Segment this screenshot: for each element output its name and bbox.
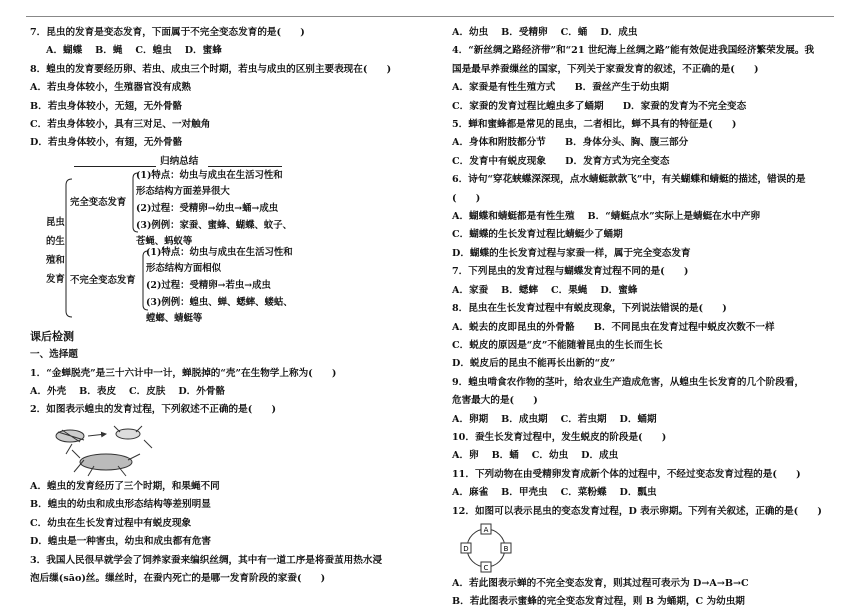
problem-8-options-ab: A．蜕去的皮即昆虫的外骨骼 B．不同昆虫在发育过程中蜕皮次数不一样 [452,321,775,333]
right-column [452,24,847,612]
tree-line: (1)特点：幼虫与成虫在生活习性和 [136,169,283,181]
problem-11: 11．下列动物在由受精卵发育成新个体的过程中，不经过变态发育过程的是( ) [452,468,801,480]
problem-6-line-2: ( ) [452,192,481,204]
problem-4-options-ab: A．家蚕是有性生殖方式 B．蚕丝产生于幼虫期 [452,82,670,94]
question-8-option-c: C．若虫身体较小，具有三对足、一对触角 [30,119,211,131]
tree-line: 苍蝇、蚂蚁等 [136,236,193,248]
problem-2-option-c: C．幼虫在生长发育过程中有蜕皮现象 [30,517,192,529]
cycle-label-a: A [483,525,489,534]
problem-4-line-1: 4．“新丝绸之路经济带”和“21 世纪海上丝绸之路”能有效促进我国经济繁荣发展。我 [452,45,815,57]
problem-2-option-a: A．蝗虫的发育经历了三个时期，和果蝇不同 [30,480,220,492]
problem-9-options: A．卵期 B．成虫期 C．若虫期 D．蛹期 [452,413,657,425]
problem-1: 1．“金蝉脱壳”是三十六计中一计，蝉脱掉的“壳”在生物学上称为( ) [30,367,337,379]
problem-3-options: A．幼虫 B．受精卵 C．蛹 D．成虫 [452,27,638,38]
locust-development-figure [30,420,425,478]
tree-root-line: 发育 [46,273,65,285]
tree-line: 形态结构方面差异很大 [136,186,230,198]
tree-root [46,213,65,289]
tree-root-line: 昆虫 [46,216,65,228]
tree-line: (1)特点：幼虫与成虫在生活习性和 [146,246,293,258]
knowledge-tree [30,171,425,324]
complete-metamorphosis-details [136,168,292,251]
problem-7-options: A．家蚕 B．蟋蟀 C．果蝇 D．蜜蜂 [452,284,638,296]
question-7: 7．昆虫的发育是变态发育，下面属于不完全变态发育的是( ) [30,27,305,38]
complete-metamorphosis-label: 完全变态发育 [70,196,127,208]
question-8-option-b: B．若虫身体较小，无翅，无外骨骼 [30,100,183,112]
problem-12: 12．如图可以表示昆虫的变态发育过程，D 表示卵期。下列有关叙述，正确的是( ) [452,505,822,517]
left-column [30,24,425,588]
cycle-label-c: C [483,563,489,572]
problem-6-option-c: C．蝴蝶的生长发育过程比蜻蜓少了蛹期 [452,229,623,241]
problem-11-options: A．麻雀 B．甲壳虫 C．菜粉蝶 D．瓢虫 [452,487,657,499]
problem-1-options: A．外壳 B．表皮 C．皮肤 D．外骨骼 [30,386,226,398]
tree-line: (2)过程：受精卵→幼虫→蛹→成虫 [136,203,279,215]
tree-line: 形态结构方面相似 [146,263,222,275]
problem-9-line-1: 9．蝗虫啃食农作物的茎叶，给农业生产造成危害，从蝗虫生长发育的几个阶段看， [452,376,805,388]
problem-2: 2．如图表示蝗虫的发育过程，下列叙述不正确的是( ) [30,404,277,416]
question-8-option-a: A．若虫身体较小，生殖器官没有成熟 [30,82,191,94]
question-7-options: A．蝴蝶 B．蝇 C．蝗虫 D．蜜蜂 [46,45,222,57]
question-8-option-d: D．若虫身体较小，有翅，无外骨骼 [30,137,183,149]
section-title: 课后检测 [30,329,74,343]
part-title: 一、选择题 [30,349,78,361]
cycle-label-d: D [463,544,469,553]
problem-4-options-cd: C．家蚕的发育过程比蝗虫多了蛹期 D．家蚕的发育为不完全变态 [452,100,747,112]
problem-6-options-ab: A．蝴蝶和蜻蜓都是有性生殖 B．“蜻蜓点水”实际上是蜻蜓在水中产卵 [452,211,761,223]
summary-title: 归纳总结 [160,155,199,167]
problem-8-option-d: D．蜕皮后的昆虫不能再长出新的“皮” [452,358,616,370]
tree-root-line: 殖和 [46,254,65,266]
problem-12-option-b: B．若此图表示蜜蜂的完全变态发育过程，则 B 为蛹期，C 为幼虫期 [452,596,745,608]
problem-6-line-1: 6．诗句“穿花蛱蝶深深现，点水蜻蜓款款飞”中，有关蝴蝶和蜻蜓的描述，错误的是 [452,174,806,186]
incomplete-metamorphosis-details [146,245,293,328]
cycle-diagram [456,521,516,575]
question-8: 8．蝗虫的发育要经历卵、若虫、成虫三个时期，若虫与成虫的区别主要表现在( ) [30,63,392,75]
problem-10-options: A．卵 B．蛹 C．幼虫 D．成虫 [452,450,619,462]
header-rule [26,16,834,17]
problem-12-option-a: A．若此图表示蝉的不完全变态发育，则其过程可表示为 D→A→B→C [452,577,749,589]
incomplete-metamorphosis-label: 不完全变态发育 [70,274,136,286]
problem-3-line-2: 泡后缫(sāo)丝。缫丝时，在蚕内死亡的是哪一发育阶段的家蚕( ) [30,572,326,584]
problem-4-line-2: 国是最早养蚕缫丝的国家，下列关于家蚕发育的叙述，不正确的是( ) [452,63,759,75]
problem-8: 8．昆虫在生长发育过程中有蜕皮现象，下列说法错误的是( ) [452,303,727,315]
tree-line: (2)过程：受精卵→若虫→成虫 [146,280,271,292]
locust-cycle-illustration [44,420,204,478]
problem-5: 5．蝉和蜜蜂都是常见的昆虫，二者相比，蝉不具有的特征是( ) [452,119,737,131]
problem-5-options-ab: A．身体和附肢都分节 B．身体分头、胸、腹三部分 [452,137,689,149]
tree-line: 螳螂、蜻蜓等 [146,313,203,325]
problem-7: 7．下列昆虫的发育过程与蝴蝶发育过程不同的是( ) [452,266,689,278]
tree-line: (3)例例：家蚕、蜜蜂、蝴蝶、蚊子、 [136,219,293,231]
tree-line: (3)例例：蝗虫、蝉、蟋蟀、蝼蛄、 [146,296,293,308]
cycle-label-b: B [503,544,509,553]
tree-root-line: 的生 [46,235,65,247]
problem-3-line-1: 3．我国人民很早就学会了饲养家蚕来编织丝绸，其中有一道工序是将蚕茧用热水浸 [30,554,383,566]
problem-6-option-d: D．蝴蝶的生长发育过程与家蚕一样，属于完全变态发育 [452,247,691,259]
problem-2-option-b: B．蝗虫的幼虫和成虫形态结构等差别明显 [30,499,211,511]
problem-8-option-c: C．蜕皮的原因是“皮”不能随着昆虫的生长而生长 [452,339,663,351]
problem-2-option-d: D．蝗虫是一种害虫，幼虫和成虫都有危害 [30,536,212,548]
problem-5-options-cd: C．发育中有蜕皮现象 D．发育方式为完全变态 [452,155,670,167]
problem-10: 10．蚕生长发育过程中，发生蜕皮的阶段是( ) [452,431,667,443]
problem-9-line-2: 危害最大的是( ) [452,395,538,407]
metamorphosis-cycle-figure [452,521,847,575]
